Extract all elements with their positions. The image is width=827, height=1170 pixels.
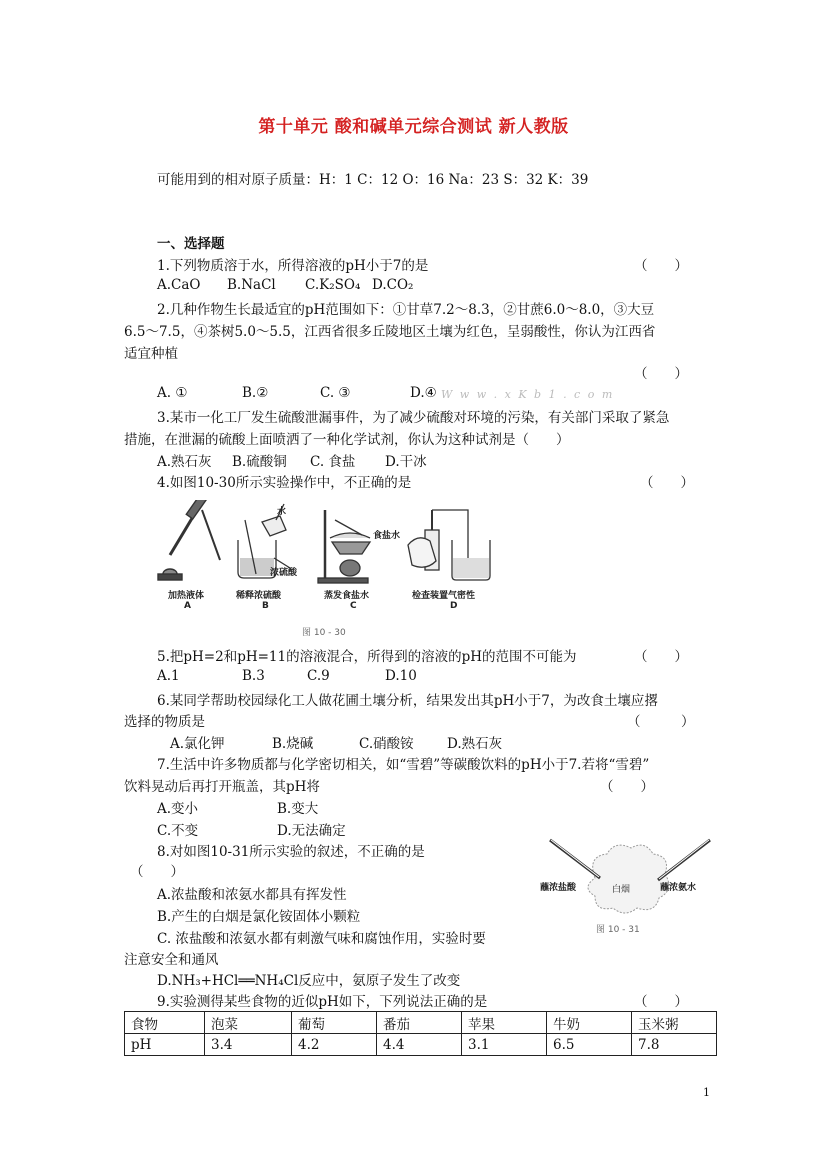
q6-answer-blank: （ ） — [627, 714, 695, 730]
fig1031-label-ammonia: 蘸浓氨水 — [660, 883, 697, 893]
q2-line3: 适宜种植 — [124, 346, 178, 362]
q6-line1: 6.某同学帮助校园绿化工人做花圃土壤分析，结果发出其pH小于7，为改食土壤应撂 — [157, 693, 658, 709]
q7-answer-blank: （ ） — [600, 779, 654, 795]
q8-option-d: D.NH₃+HCl══NH₄Cl反应中，氨原子发生了改变 — [157, 973, 461, 989]
q2-line1: 2.几种作物生长最适宜的pH范围如下：①甘草7.2～8.3，②甘蔗6.0～8.0，③大豆 — [157, 302, 655, 318]
fig1031-label-smoke: 白烟 — [612, 885, 631, 895]
lab-apparatus-illustration — [150, 500, 510, 640]
q8-option-c-line2: 注意安全和通风 — [124, 952, 219, 968]
page-title: 第十单元 酸和碱单元综合测试 新人教版 — [258, 117, 569, 137]
q3-option-b: B.硫酸铜 — [232, 454, 287, 470]
fig1030-letter-d: D — [450, 601, 458, 611]
q2-option-c: C. ③ — [320, 385, 351, 401]
fig1030-label-water: 水 — [277, 507, 287, 517]
q7-line1: 7.生活中许多物质都与化学密切相关，如“雪碧”等碳酸饮料的pH小于7.若将“雪碧” — [157, 757, 650, 773]
q5-option-c: C.9 — [307, 668, 330, 684]
table-cell: 葡萄 — [292, 1012, 377, 1034]
table-cell: 玉米粥 — [632, 1012, 717, 1034]
fig1030-caption-a: 加热液体 — [168, 591, 205, 601]
q5-option-b: B.3 — [242, 668, 265, 684]
q2-answer-blank: （ ） — [634, 366, 688, 382]
q5-stem: 5.把pH=2和pH=11的溶液混合，所得到的溶液的pH的范围不可能为 — [157, 649, 577, 665]
q1-option-d: D.CO₂ — [372, 277, 414, 293]
q3-line1: 3.某市一化工厂发生硫酸泄漏事件，为了减少硫酸对环境的污染，有关部门采取了紧急 — [157, 410, 670, 426]
q3-option-a: A.熟石灰 — [157, 454, 212, 470]
q5-answer-blank: （ ） — [634, 649, 688, 665]
figure-10-30 — [150, 500, 510, 640]
q8-option-b: B.产生的白烟是氯化铵固体小颗粒 — [157, 909, 361, 925]
q6-option-c: C.硝酸铵 — [359, 736, 414, 752]
q8-option-a: A.浓盐酸和浓氨水都具有挥发性 — [157, 887, 347, 903]
q4-answer-blank: （ ） — [640, 475, 694, 491]
table-header-row — [125, 1012, 717, 1034]
section-heading: 一、选择题 — [157, 236, 225, 252]
table-cell: 番茄 — [377, 1012, 462, 1034]
q2-option-d: D.④ — [410, 385, 437, 401]
q5-option-d: D.10 — [385, 668, 417, 684]
fig1030-label-acid: 浓硫酸 — [270, 568, 298, 578]
q7-option-a: A.变小 — [157, 801, 199, 817]
table-cell: 牛奶 — [547, 1012, 632, 1034]
table-cell: 3.1 — [462, 1034, 547, 1056]
table-row — [125, 1034, 717, 1056]
q2-line2: 6.5～7.5，④茶树5.0～5.5，江西省很多丘陵地区土壤为红色，呈弱酸性，你认为江西省 — [124, 324, 656, 340]
q2-option-b: B.② — [242, 385, 269, 401]
table-cell: 苹果 — [462, 1012, 547, 1034]
q6-line2: 选择的物质是 — [124, 714, 205, 730]
table-cell: 3.4 — [205, 1034, 292, 1056]
fig1030-letter-b: B — [262, 601, 269, 611]
q5-option-a: A.1 — [157, 668, 180, 684]
table-cell: 4.4 — [377, 1034, 462, 1056]
q6-option-b: B.烧碱 — [272, 736, 314, 752]
table-cell: 6.5 — [547, 1034, 632, 1056]
fig1030-caption-b: 稀释浓硫酸 — [236, 591, 282, 601]
q1-option-c: C.K₂SO₄ — [305, 277, 361, 293]
table-cell: 4.2 — [292, 1034, 377, 1056]
figure-10-31 — [540, 838, 720, 938]
q3-option-c: C. 食盐 — [310, 454, 356, 470]
table-cell: 泡菜 — [205, 1012, 292, 1034]
food-ph-table — [124, 1011, 717, 1056]
table-cell: pH — [125, 1034, 205, 1056]
fig1030-caption-c: 蒸发食盐水 — [324, 591, 370, 601]
q7-option-c: C.不变 — [157, 823, 199, 839]
fig1030-number: 图 10 - 30 — [302, 628, 346, 638]
fig1030-caption-d: 检查装置气密性 — [412, 591, 476, 601]
q8-option-c-line1: C. 浓盐酸和浓氨水都有刺激气味和腐蚀作用，实验时要 — [157, 931, 486, 947]
q7-option-b: B.变大 — [277, 801, 319, 817]
table-cell: 7.8 — [632, 1034, 717, 1056]
q4-stem: 4.如图10-30所示实验操作中，不正确的是 — [157, 475, 412, 491]
q3-option-d: D.干冰 — [385, 454, 427, 470]
q1-option-a: A.CaO — [157, 277, 201, 293]
q7-line2: 饮料晃动后再打开瓶盖，其pH将 — [124, 779, 320, 795]
q6-option-a: A.氯化钾 — [170, 736, 225, 752]
q8-stem: 8.对如图10-31所示实验的叙述，不正确的是 — [157, 844, 425, 860]
fig1030-label-saltwater: 食盐水 — [373, 531, 401, 541]
q6-option-d: D.熟石灰 — [447, 736, 503, 752]
watermark: W w w . x K b 1 . c o m — [441, 388, 615, 401]
q1-option-b: B.NaCl — [227, 277, 276, 293]
q7-option-d: D.无法确定 — [277, 823, 346, 839]
fig1030-letter-a: A — [184, 601, 191, 611]
table-cell: 食物 — [125, 1012, 205, 1034]
q1-stem: 1.下列物质溶于水，所得溶液的pH小于7的是 — [157, 258, 429, 274]
fig1030-letter-c: C — [350, 601, 357, 611]
fig1031-label-hcl: 蘸浓盐酸 — [540, 883, 577, 893]
fig1031-number: 图 10 - 31 — [596, 925, 640, 935]
q9-stem: 9.实验测得某些食物的近似pH如下，下列说法正确的是 — [157, 994, 488, 1010]
q3-line2: 措施，在泄漏的硫酸上面喷洒了一种化学试剂，你认为这种试剂是（ ） — [124, 432, 570, 448]
q2-option-a: A. ① — [157, 385, 188, 401]
atomic-mass-line: 可能用到的相对原子质量：H：1 C：12 O：16 Na：23 S：32 K：39 — [157, 172, 589, 188]
q9-answer-blank: （ ） — [634, 994, 688, 1010]
q1-answer-blank: （ ） — [634, 258, 688, 274]
page-number: 1 — [703, 1086, 710, 1099]
q8-answer-blank: （ ） — [130, 864, 184, 880]
